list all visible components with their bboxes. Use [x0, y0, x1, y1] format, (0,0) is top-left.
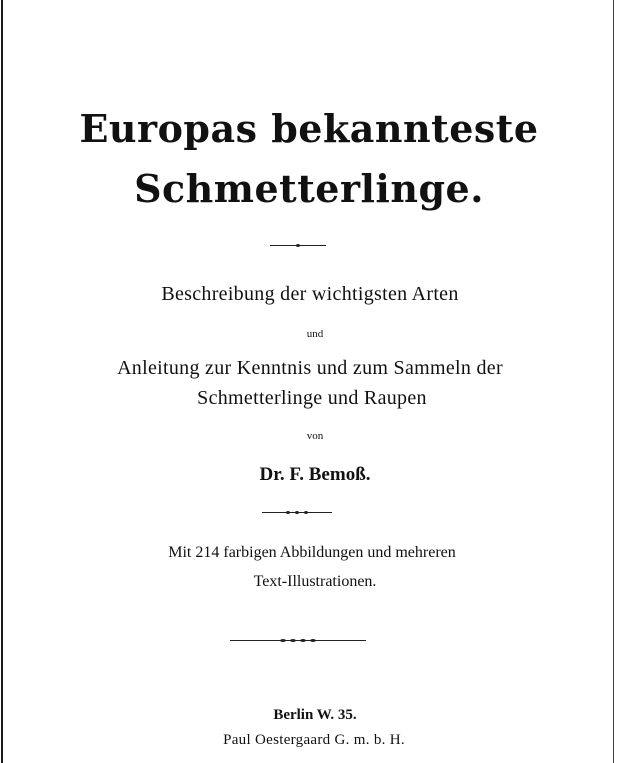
author-name: Dr. F. Bemoß. — [259, 464, 371, 485]
byline-by-word: von — [306, 430, 324, 442]
publisher-city: Berlin W. 35. — [273, 707, 357, 723]
illustrations-line-1: Mit 214 farbigen Abbildungen und mehreren — [168, 544, 456, 561]
book-title-line-1: Europas bekannteste — [79, 106, 539, 151]
subtitle-line-3: Schmetterlinge und Raupen — [197, 387, 427, 409]
book-title-line-2: Schmetterlinge. — [134, 166, 484, 211]
illustrations-line-2: Text-Illustrationen. — [253, 573, 377, 590]
subtitle-connector-and: und — [306, 328, 324, 340]
subtitle-line-1: Beschreibung der wichtigsten Arten — [161, 283, 459, 305]
subtitle-line-2: Anleitung zur Kenntnis und zum Sammeln der — [117, 357, 503, 379]
publisher-name: Paul Oestergaard G. m. b. H. — [223, 732, 405, 748]
